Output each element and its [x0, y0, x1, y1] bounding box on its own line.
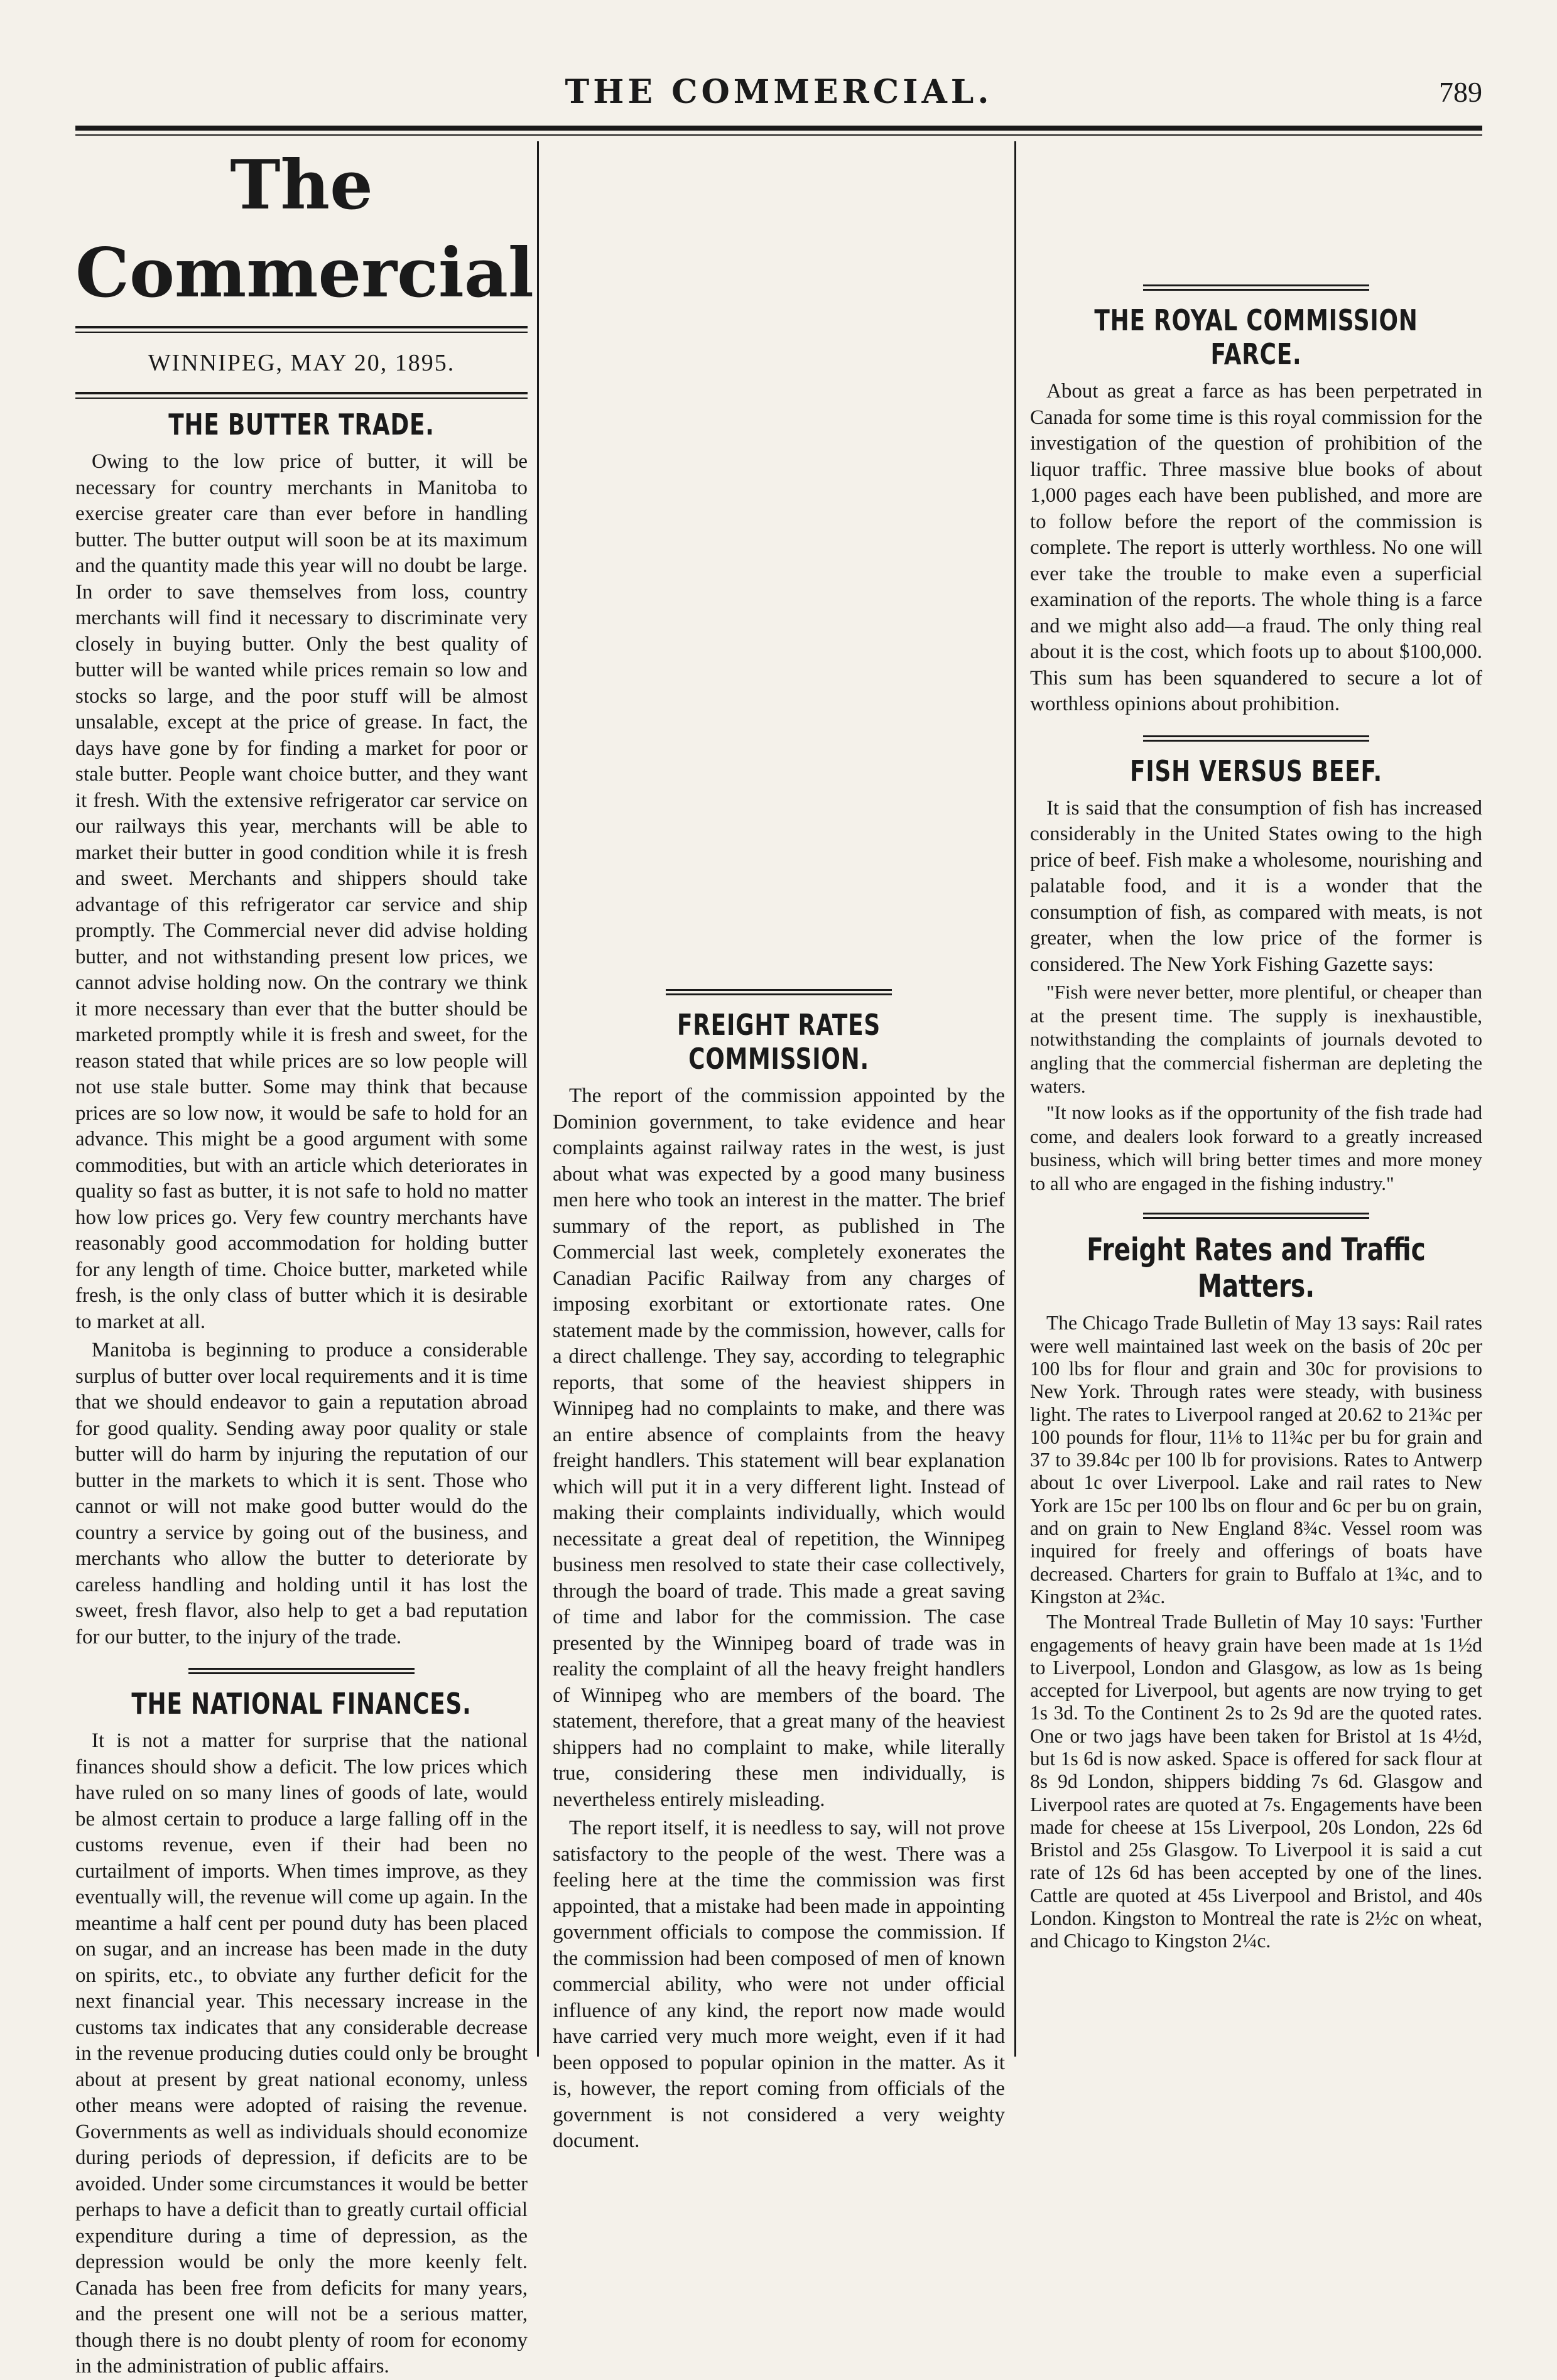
continued-text-space [1030, 141, 1482, 267]
quoted-paragraph: "It now looks as if the opportunity of the fish trade had come, and dealers look forward to a greatly increased business, which will bring better times and more money to all who are engaged in the fishing industry." [1030, 1101, 1482, 1194]
page-header [75, 69, 1482, 119]
article-title-royal-commission: THE ROYAL COMMISSION FARCE. [1094, 303, 1418, 371]
column-2 [553, 141, 1005, 2152]
section-divider [666, 989, 892, 995]
article-title-fish-versus-beef: FISH VERSUS BEEF. [1130, 754, 1382, 788]
page-number: 789 [1439, 76, 1482, 108]
article-title-national-finances: THE NATIONAL FINANCES. [131, 1687, 472, 1721]
column-1 [75, 141, 534, 2377]
column-rule [1014, 141, 1016, 2057]
article-paragraph: It is said that the consumption of fish has increased considerably in the United States owing to the high price of beef. Fish make a wholesome, nourishing and palatable food, and it is a wonder that the consumption of fish, as compared with meats, is not greater, when the low price of the former is considered. The New York Fishing Gazette says: [1030, 796, 1482, 976]
article-paragraph: About as great a farce as has been perpetrated in Canada for some time is this royal commission for the investigation of the question of prohibition of the liquor traffic. Three massive blue books of about 1,000 pages each have been published, and more are to follow before the report of the commission is complete. The report is utterly worthless. No one will ever take the trouble to make even a superficial examination of the reports. The whole thing is a farce and we might also add—a fraud. The only thing real about it is the cost, which foots up to about $100,000. This sum has been squandered to secure a lot of worthless opinions about prohibition. [1030, 380, 1482, 715]
masthead-title: The Commercial [75, 146, 534, 313]
article-paragraph: The Chicago Trade Bulletin of May 13 says: Rail rates were well maintained last week on the basis of 20c per 100 lbs for flour and grain and 30c for provisions to New York. Through rates were steady, with business light. The rates to Liverpool ranged at 20.62 to 21¾c per 100 pounds for flour, 11⅛ to 11¾c per bu for grain and 37 to 39.84c per 100 lb for provisions. Rates to Antwerp about 1c over Liverpool. Lake and rail rates to New York are 15c per 100 lbs on flour and 6c per bu on grain, and on grain to New England 8¾c. Vessel room was inquired for freely and offerings of boats have decreased. Charters for grain to Buffalo at 1¾c, and to Kingston at 2¾c. [1030, 1312, 1482, 1608]
article-title-freight-traffic: Freight Rates and Traffic Matters. [1087, 1231, 1426, 1305]
section-divider [188, 1668, 415, 1674]
article-paragraph: It is not a matter for surprise that the national finances should show a deficit. The low prices which have ruled on so many lines of goods of late, would be almost certain to produce a large falling off in the customs revenue, even if their had been no curtailment of imports. When times improve, as they eventually will, the revenue will come up again. In the meantime a half cent per pound duty has been placed on sugar, and an increase has been made in the duty on spirits, etc., to obviate any further deficit for the next financial year. This necessary increase in the customs tax indicates that any considerable decrease in the revenue producing duties could only be brought about at present by great national economy, unless other means were adopted of raising the revenue. Governments as well as individuals should economize during periods of depression, if deficits are to be avoided. Under some circumstances it would be better perhaps to have a deficit than to greatly curtail official expenditure during a time of depression, as the depression would be only the more keenly felt. Canada has been free from deficits for many years, and the present one will not be a serious matter, though there is no doubt plenty of room for economy in the administration of public affairs. [75, 1729, 528, 2377]
article-title-butter-trade: THE BUTTER TRADE. [168, 408, 435, 441]
dateline: WINNIPEG, MAY 20, 1895. [148, 350, 455, 376]
section-divider [1143, 1213, 1369, 1219]
article-paragraph: The report of the commission appointed by the Dominion government, to take evidence and hear complaints against railway rates in the west, is just about what was expected by a good many business men here who took an interest in the matter. The brief summary of the report, as published in The Commercial last week, completely exonerates the Canadian Pacific Railway from any charges of imposing exorbitant or extortionate rates. One statement made by the commission, however, calls for a direct challenge. They say, according to telegraphic reports, that some of the heaviest shippers in Winnipeg had no complaints to make, and there was an entire absence of complaints from the heavy freight handlers. This statement will bear explanation which will put it in a very different light. Instead of making their complaints individually, which would necessitate a great deal of repetition, the Winnipeg business men resolved to state their case collectively, through the board of trade. This made a great saving of time and labor for the commission. The case presented by the Winnipeg board of trade was in reality the complaint of all the heavy freight handlers of Winnipeg who are members of the board. The statement, therefore, that a great many of the heaviest shippers had no complaint to make, while literally true, considering these men individually, is nevertheless entirely misleading. [553, 1085, 1005, 1811]
article-paragraph: The report itself, it is needless to say, will not prove satisfactory to the people of the west. There was a feeling here at the time the commission was first appointed, that a mistake had been made in appointing government officials to compose the commission. If the commission had been composed of men of known commercial ability, who were not under official influence of any kind, the report now made would have carried very much more weight, even if it had been opposed to popular opinion in the matter. As it is, however, the report coming from officials of the government is not considered a very weighty document. [553, 1817, 1005, 2152]
article-paragraph: The Montreal Trade Bulletin of May 10 says: 'Further engagements of heavy grain have been made at 1s 1½d to Liverpool, London and Glasgow, as low as 1s being accepted for Liverpool, but agents are now trying to get 1s 3d. To the Continent 2s to 2s 9d are the quoted rates. One or two jags have been taken for Bristol at 1s 4½d, but 1s 6d is now asked. Space is offered for sack flour at 8s 9d London, shippers bidding 7s 6d. Glasgow and Liverpool rates are quoted at 7s. Engagements have been made for cheese at 15s Liverpool, 20s London, 22s 6d Bristol and 25s Glasgow. To Liverpool it is said a cut rate of 12s 6d has been accepted by one of the lines. Cattle are quoted at 45s Liverpool and Bristol, and 40s London. Kingston to Montreal the rate is 2½c on wheat, and Chicago to Kingston 2¼c. [1030, 1611, 1482, 1952]
column-3 [1030, 141, 1482, 2057]
column-rule [537, 141, 539, 2057]
header-rule [75, 126, 1482, 136]
article-paragraph: Manitoba is beginning to produce a considerable surplus of butter over local requirements and it is time that we should endeavor to gain a reputation abroad for good quality. Sending away poor quality or stale butter will do harm by injuring the reputation of our butter in the markets to which it is sent. Those who cannot or will not make good butter would do the country a service by going out of the business, and merchants who allow the butter to deteriorate by careless handling and holding until it has lost the sweet, fresh flavor, also help to get a bad reputation for our butter, to the injury of the trade. [75, 1339, 528, 1648]
article-paragraph: Owing to the low price of butter, it will be necessary for country merchants in Manitoba to exercise greater care than ever before in handling butter. The butter output will soon be at its maximum and the quantity made this year will no doubt be large. In order to save themselves from loss, country merchants will find it necessary to discriminate very closely in buying butter. Only the best quality of butter will be wanted while prices remain so low and stocks so large, and the poor stuff will be almost unsalable, except at the price of grease. In fact, the days have gone by for finding a market for poor or stale butter. People want choice butter, and they want it fresh. With the extensive refrigerator car service on our railways this year, merchants will be able to market their butter in good condition while it is fresh and sweet. Merchants and shippers should take advantage of this refrigerator car service and ship promptly. The Commercial never did advise holding butter, and not withstanding present low prices, we cannot advise holding now. On the contrary we think it more necessary than ever that the butter should be marketed promptly while it is fresh and sweet, for the reason stated that while prices are so low people will not use stale butter. Some may think that because prices are so low now, it would be safe to hold for an advance. This might be a good argument with some commodities, but with an article which deteriorates in quality so fast as butter, it is not safe to hold no matter how low prices go. Very few country merchants have reasonably good accommodation for holding butter for any length of time. Choice butter, marketed while fresh, is the only class of butter which it is desirable to market at all. [75, 450, 528, 1333]
section-divider [1143, 735, 1369, 742]
masthead-rule [75, 326, 528, 333]
quoted-paragraph: "Fish were never better, more plentiful, or cheaper than at the present time. The supply is inexhaustible, notwithstanding the complaints of journals devoted to angling that the commercial fisherman are depleting the waters. [1030, 981, 1482, 1098]
dateline-rule [75, 392, 528, 399]
article-title-freight-rates-commission: FREIGHT RATES COMMISSION. [676, 1008, 881, 1076]
section-divider [1143, 284, 1369, 291]
running-title: THE COMMERCIAL. [565, 73, 993, 111]
